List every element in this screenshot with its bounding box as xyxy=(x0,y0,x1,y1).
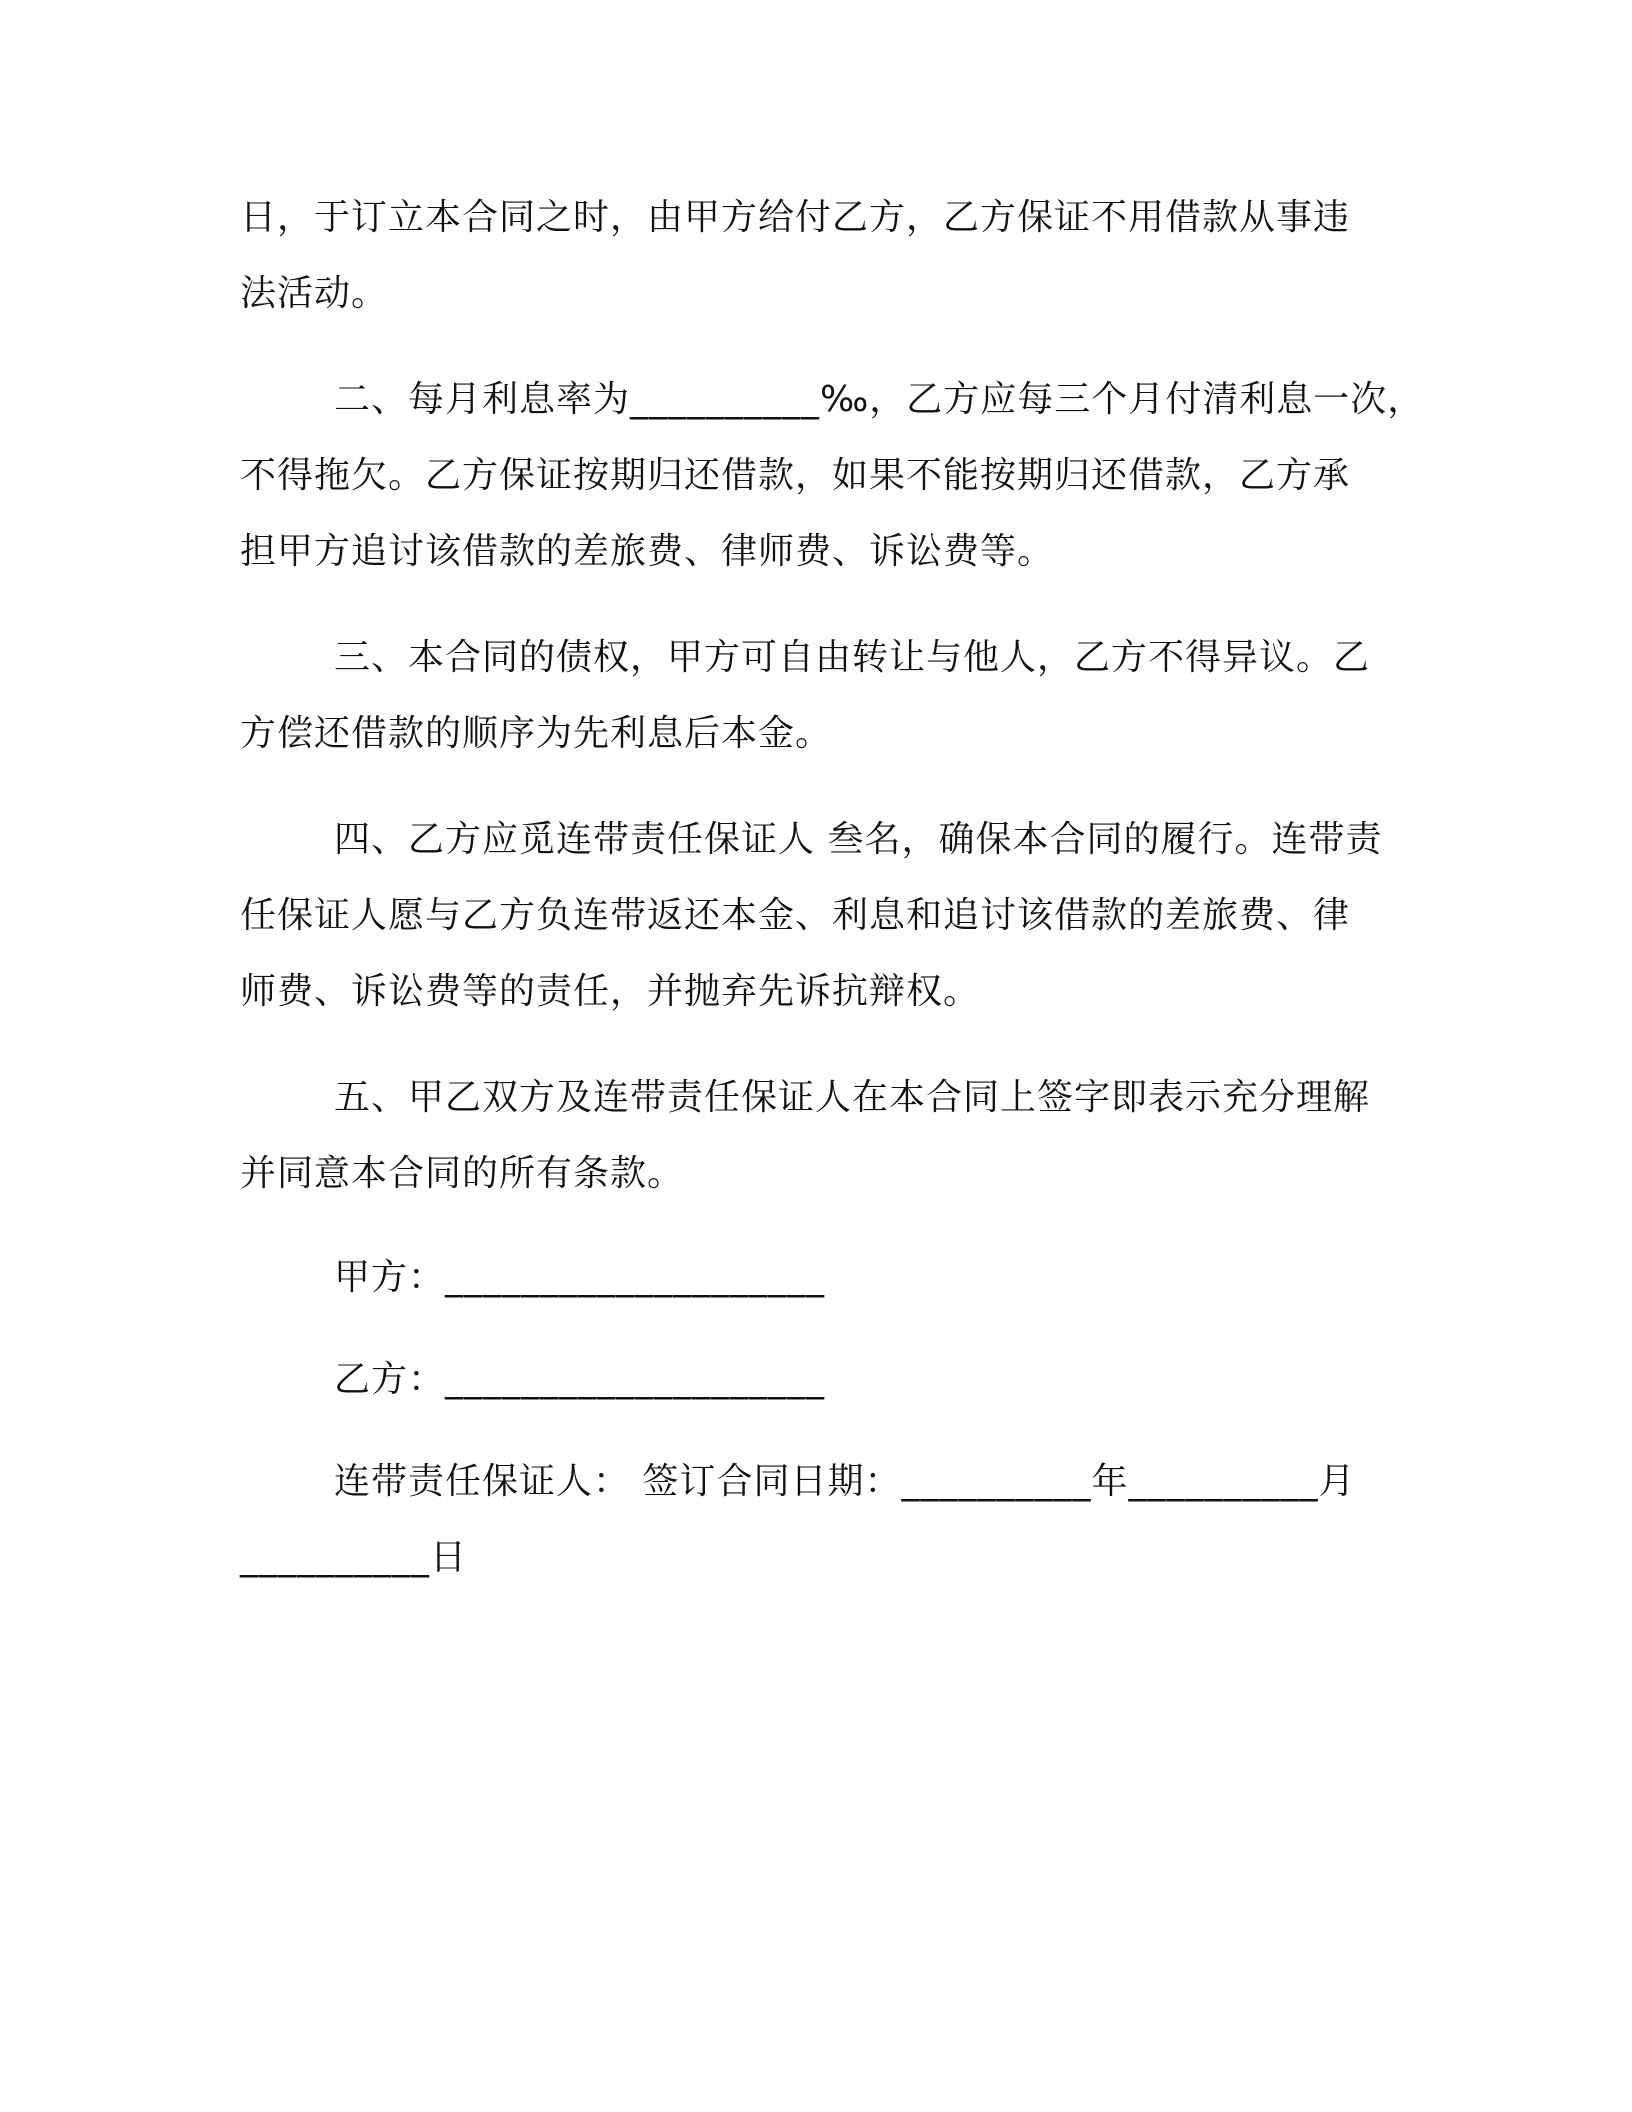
clause-two-line-2: 不得拖欠。乙方保证按期归还借款，如果不能按期归还借款，乙方承 xyxy=(240,455,1351,496)
date-day-line: __________日 xyxy=(240,1537,468,1578)
clause-five-line-2: 并同意本合同的所有条款。 xyxy=(240,1153,685,1194)
clause-three-line-1: 三、本合同的债权，甲方可自由转让与他人，乙方不得异议。乙 xyxy=(334,637,1371,678)
guarantor-date-line: 连带责任保证人： 签订合同日期：__________年__________月 xyxy=(334,1461,1356,1502)
party-b-signature-line: 乙方：____________________ xyxy=(334,1359,826,1400)
clause-one-continuation-line-1: 日，于订立本合同之时，由甲方给付乙方，乙方保证不用借款从事违 xyxy=(240,197,1351,238)
clause-three-line-2: 方偿还借款的顺序为先利息后本金。 xyxy=(240,713,833,754)
clause-two-line-1: 二、每月利息率为__________‰，乙方应每三个月付清利息一次， xyxy=(334,379,1425,420)
clause-one-continuation-line-2: 法活动。 xyxy=(240,273,389,314)
clause-four-line-2: 任保证人愿与乙方负连带返还本金、利息和追讨该借款的差旅费、律 xyxy=(240,895,1351,936)
clause-five-line-1: 五、甲乙双方及连带责任保证人在本合同上签字即表示充分理解 xyxy=(334,1077,1371,1118)
clause-four-line-1: 四、乙方应觅连带责任保证人 叁名，确保本合同的履行。连带责 xyxy=(334,819,1383,860)
clause-two-line-3: 担甲方追讨该借款的差旅费、律师费、诉讼费等。 xyxy=(240,531,1055,572)
clause-four-line-3: 师费、诉讼费等的责任，并抛弃先诉抗辩权。 xyxy=(240,971,981,1012)
party-a-signature-line: 甲方：____________________ xyxy=(334,1257,826,1298)
